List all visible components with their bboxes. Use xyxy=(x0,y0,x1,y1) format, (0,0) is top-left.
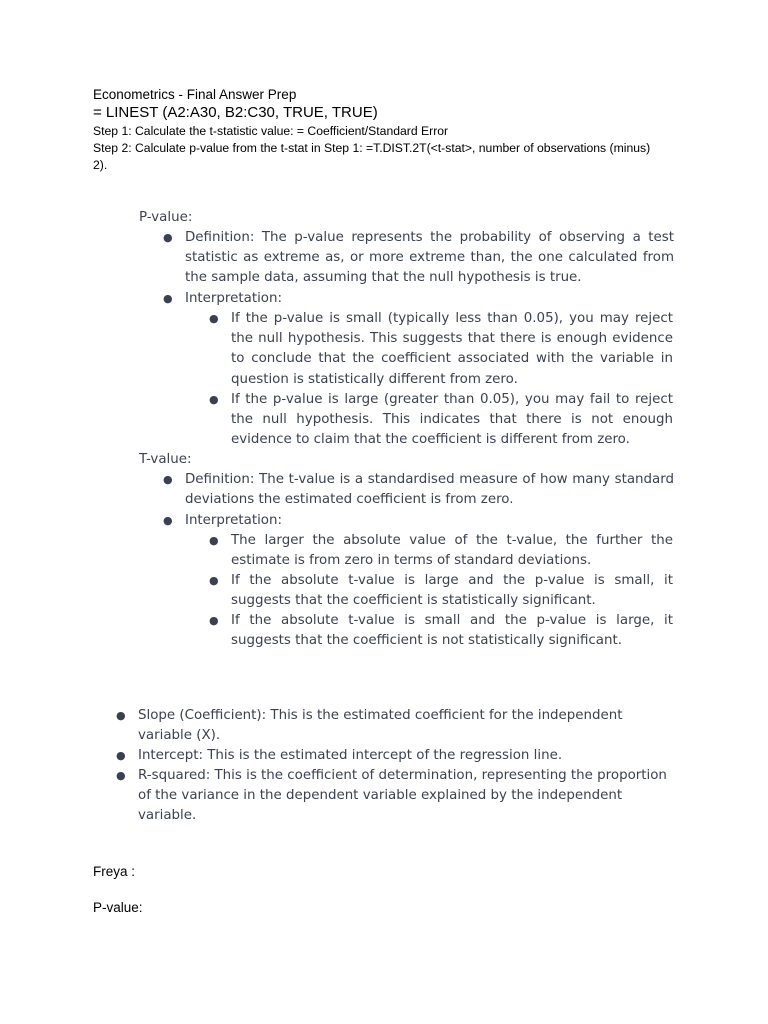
pvalue-interpretation-label: Interpretation: xyxy=(185,291,282,306)
bullet-icon: ● xyxy=(116,709,126,722)
step-1: Step 1: Calculate the t-statistic value: = Coefficient/Standard Error xyxy=(93,124,449,138)
bullet-icon: ● xyxy=(209,312,219,325)
bullet-icon: ● xyxy=(209,534,219,547)
term-intercept: Intercept: This is the estimated intercept of the regression line. xyxy=(138,748,563,763)
tvalue-definition: Definition: The t-value is a standardised measure of how many standard deviations the estimated coefficient is from zero. xyxy=(185,472,674,508)
term-rsquared: R-squared: This is the coefficient of determination, representing the proportion of the variance in the dependent variable explained by the independent variable. xyxy=(138,768,667,824)
step-2: Step 2: Calculate p-value from the t-stat in Step 1: =T.DIST.2T(<t-stat>, number of observations (minus) 2). xyxy=(93,141,651,172)
bullet-icon: ● xyxy=(163,231,173,244)
pvalue-heading: P-value: xyxy=(139,210,193,225)
doc-title: Econometrics - Final Answer Prep xyxy=(93,87,297,102)
term-slope: Slope (Coefficient): This is the estimated coefficient for the independent variable (X). xyxy=(138,708,623,744)
footer-pvalue: P-value: xyxy=(93,900,143,915)
bullet-icon: ● xyxy=(163,292,173,305)
bullet-icon: ● xyxy=(163,514,173,527)
footer-name: Freya : xyxy=(93,864,136,879)
tvalue-interp-1: The larger the absolute value of the t-value, the further the estimate is from zero in terms of standard deviations. xyxy=(231,533,673,569)
bullet-icon: ● xyxy=(209,614,219,627)
bullet-icon: ● xyxy=(116,749,126,762)
linest-formula: = LINEST (A2:A30, B2:C30, TRUE, TRUE) xyxy=(93,104,378,121)
bullet-icon: ● xyxy=(209,574,219,587)
tvalue-interpretation-label: Interpretation: xyxy=(185,513,282,528)
bullet-icon: ● xyxy=(209,393,219,406)
tvalue-heading: T-value: xyxy=(139,452,192,467)
pvalue-interp-large: If the p-value is large (greater than 0.05), you may fail to reject the null hypothesis. This indicates that there is not enough evidence to claim that the coefficient is different from zero. xyxy=(231,392,673,448)
tvalue-interp-2: If the absolute t-value is large and the p-value is small, it suggests that the coefficient is statistically significant. xyxy=(231,573,673,609)
pvalue-definition: Definition: The p-value represents the probability of observing a test statistic as extreme as, or more extreme than, the one calculated from the sample data, assuming that the null hypothesis is true. xyxy=(185,230,674,286)
tvalue-interp-3: If the absolute t-value is small and the p-value is large, it suggests that the coefficient is not statistically significant. xyxy=(231,613,673,649)
bullet-icon: ● xyxy=(163,473,173,486)
pvalue-interp-small: If the p-value is small (typically less than 0.05), you may reject the null hypothesis. This suggests that there is enough evidence to conclude that the coefficient associated with the variable in question is statistically different from zero. xyxy=(231,311,673,387)
bullet-icon: ● xyxy=(116,769,126,782)
